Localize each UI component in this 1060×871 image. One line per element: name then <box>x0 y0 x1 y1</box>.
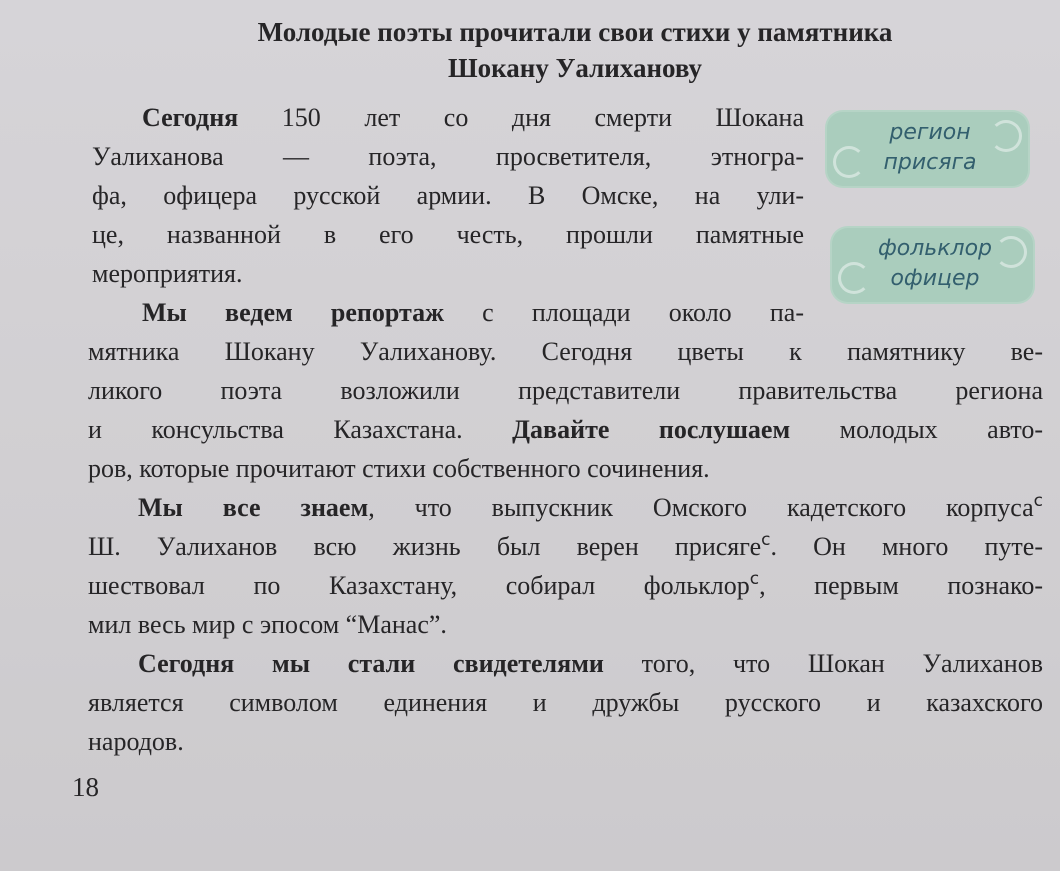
body-line: и консульства Казахстана. Давайте послушаем молодых авто- <box>88 415 1044 444</box>
intro-line: мероприятия. <box>92 259 243 288</box>
body-line: Сегодня мы стали свидетелями того, что Шокан Уалиханов <box>138 649 1043 678</box>
title-line-1: Молодые поэты прочитали свои стихи у памятника <box>257 17 893 47</box>
vocab-word: присяга <box>883 150 977 175</box>
superscript-mark: с <box>761 530 771 550</box>
bold-phrase: Сегодня <box>142 103 239 132</box>
bold-phrase: Сегодня мы стали свидетелями <box>138 649 604 678</box>
bold-phrase: Мы все знаем <box>138 493 369 522</box>
body-line: Мы все знаем, что выпускник Омского кадетского корпуса$^с$ <box>138 491 1044 522</box>
superscript-mark: с <box>749 569 760 589</box>
intro-line: фа, офицера русской армии. В Омске, на ули- <box>92 181 804 210</box>
vocab-word: офицер <box>890 266 980 291</box>
vocab-card-2 <box>830 226 1035 304</box>
article-title <box>150 14 1000 86</box>
article-body <box>88 332 1043 761</box>
body-line: народов. <box>88 727 184 756</box>
body-line: мил весь мир с эпосом “Манас”. <box>88 610 447 639</box>
vocab-word: регион <box>889 120 971 145</box>
intro-paragraph <box>92 98 804 332</box>
swirl-ornament-icon <box>838 262 870 294</box>
superscript-mark: с <box>1033 491 1044 511</box>
body-line: шествовал по Казахстану, собирал фольклор$^с$, первым познако- <box>88 569 1044 600</box>
body-line: Ш. Уалиханов всю жизнь был верен присяге$^с$. Он много путе- <box>88 530 1043 561</box>
title-line-2: Шокану Уалиханову <box>447 53 703 83</box>
intro-line: Уалиханова — поэта, просветителя, этногра- <box>92 142 804 171</box>
bold-phrase: Мы ведем репортаж <box>142 298 444 327</box>
intro-line: Мы ведем репортаж с площади около па- <box>142 298 804 327</box>
bold-phrase: Давайте послушаем <box>512 415 791 444</box>
body-line: является символом единения и дружбы русского и казахского <box>88 688 1043 717</box>
intro-line: Сегодня 150 лет со дня смерти Шокана <box>142 103 804 132</box>
swirl-ornament-icon <box>833 146 865 178</box>
vocab-card-1 <box>825 110 1030 188</box>
body-line: ликого поэта возложили представители правительства региона <box>88 376 1043 405</box>
vocab-word: фольклор <box>877 236 993 261</box>
body-line: ров, которые прочитают стихи собственного сочинения. <box>88 454 710 483</box>
intro-line: це, названной в его честь, прошли памятные <box>92 220 804 249</box>
page-number: 18 <box>72 772 99 802</box>
body-line: мятника Шокану Уалиханову. Сегодня цветы к памятнику ве- <box>88 337 1043 366</box>
